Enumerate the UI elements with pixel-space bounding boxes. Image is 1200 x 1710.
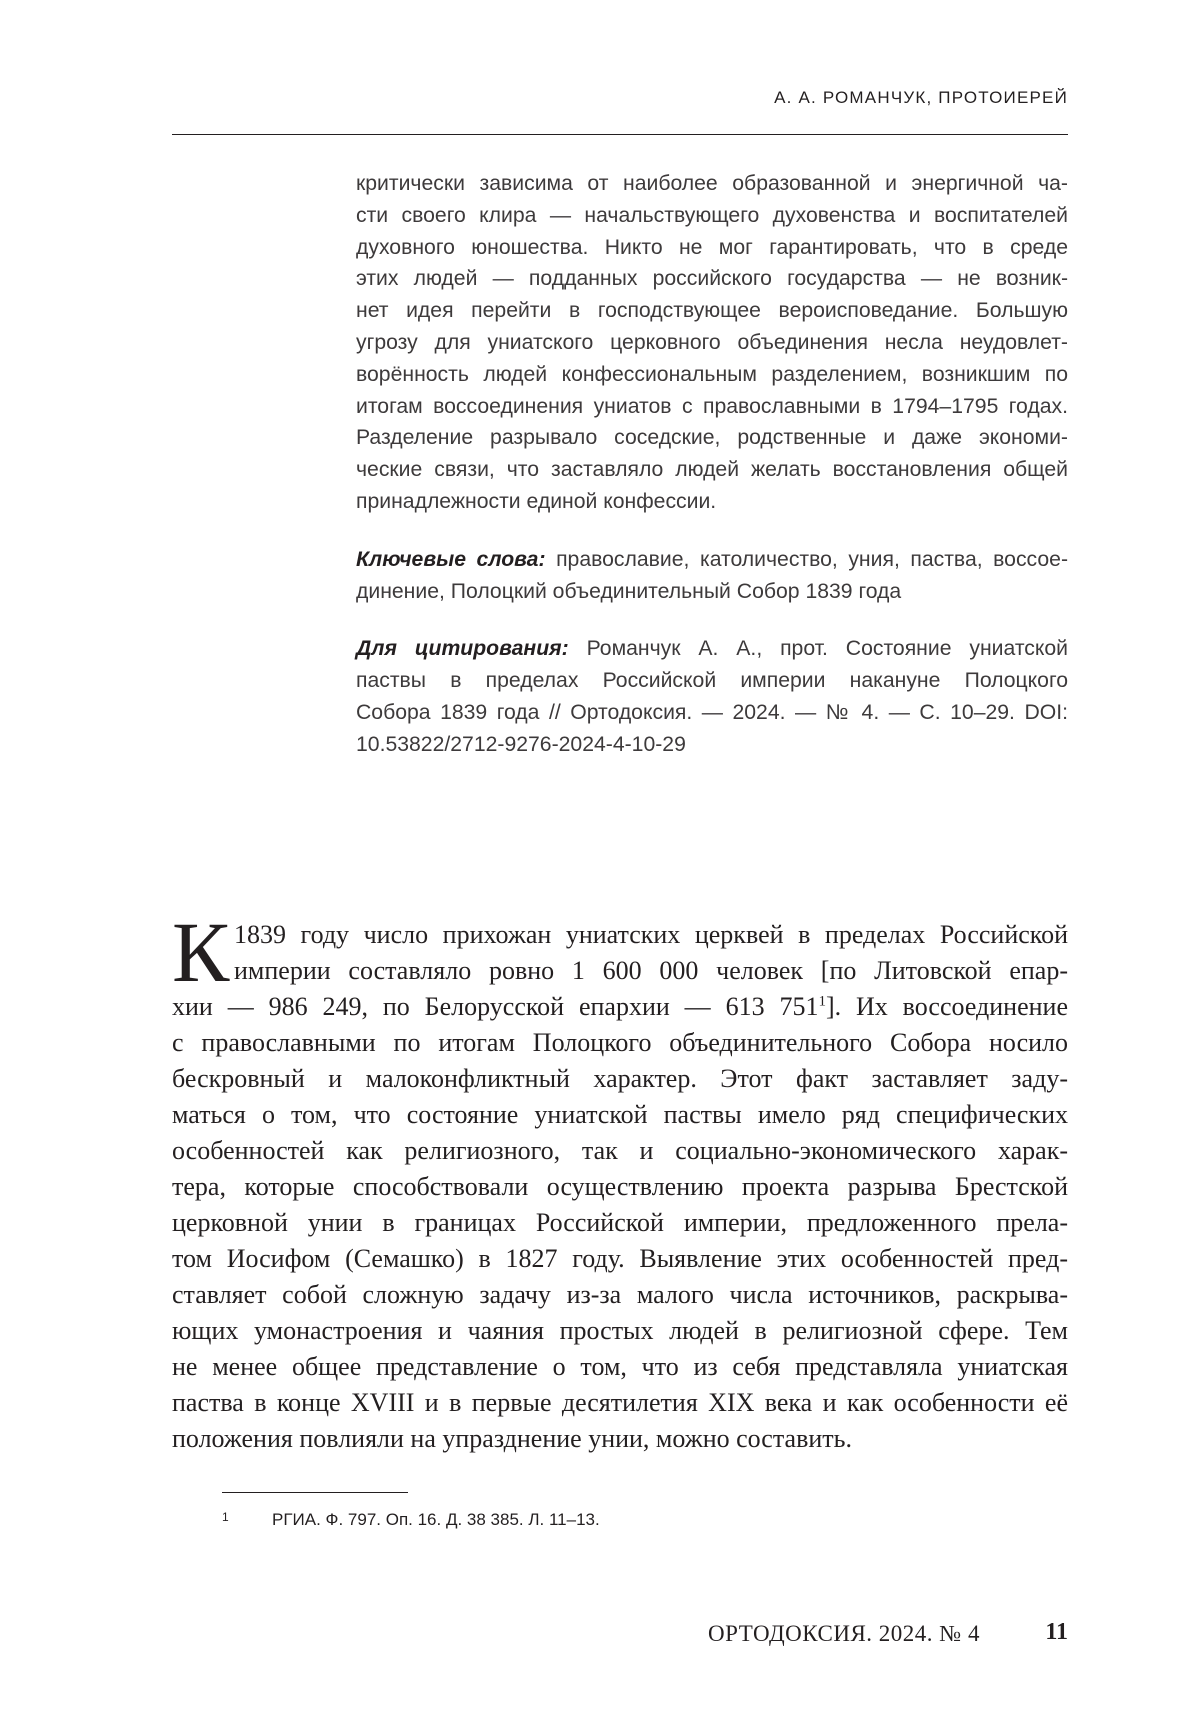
- abstract-line: этих людей — подданных российского государства — не возник-: [356, 267, 1068, 291]
- footnote-reference[interactable]: 1: [818, 993, 826, 1010]
- abstract-line: сти своего клира — начальствующего духовенства и воспитателей: [356, 203, 1068, 227]
- citation-line-1: [356, 633, 1068, 665]
- body-line: церковной унии в границах Российской империи, предложенного прела-: [172, 1208, 1068, 1237]
- body-line: ющих умонастроения и чаяния простых людей в религиозной сфере. Тем: [172, 1316, 1068, 1345]
- abstract-line: угрозу для униатского церковного объединения несла неудовлет-: [356, 330, 1068, 354]
- abstract-line: принадлежности единой конфессии.: [356, 489, 717, 513]
- body-line: империи составляло ровно 1 600 000 человек [по Литовской епар-: [234, 956, 1068, 985]
- header-rule: [172, 134, 1068, 135]
- body-line: тера, которые способствовали осуществлению проекта разрыва Брестской: [172, 1172, 1068, 1201]
- keywords-text-1: православие, католичество, уния, паства, воссое-: [556, 547, 1069, 571]
- footnote-rule: [222, 1492, 408, 1493]
- abstract-line: духовного юношества. Никто не мог гарантировать, что в среде: [356, 235, 1068, 259]
- body-line: паства в конце XVIII и в первые десятилетия XIX века и как особенности её: [172, 1388, 1068, 1417]
- abstract-line: нет идея перейти в господствующее вероисповедание. Большую: [356, 299, 1068, 323]
- abstract-line: критически зависима от наиболее образованной и энергичной ча-: [356, 172, 1068, 195]
- citation-line-3: Собора 1839 года // Ортодоксия. — 2024. — № 4. — С. 10–29. DOI:: [356, 700, 1068, 724]
- citation: [356, 633, 1068, 760]
- footer-journal-title: ОРТОДОКСИЯ. 2024. № 4: [708, 1621, 980, 1646]
- abstract-line: итогам воссоединения униатов с православными в 1794–1795 годах.: [356, 394, 1068, 418]
- citation-doi-link[interactable]: 10.53822/2712-9276-2024-4-10-29: [356, 732, 686, 756]
- body-line: с православными по итогам Полоцкого объединительного Собора носило: [172, 1028, 1068, 1057]
- citation-text-1: Романчук А. А., прот. Состояние униатской: [586, 637, 1068, 661]
- footnote-number: 1: [222, 1510, 229, 1524]
- body-line: положения повлияли на упразднение унии, можно составить.: [172, 1424, 852, 1453]
- footnote: [222, 1510, 600, 1530]
- body-line-text: хии — 986 249, по Белорусской епархии — 613 751: [172, 992, 819, 1021]
- body-line: бескровный и малоконфликтный характер. Этот факт заставляет заду-: [172, 1064, 1068, 1093]
- abstract-line: ворённость людей конфессиональным разделением, возникшим по: [356, 362, 1068, 386]
- body-line: [172, 989, 1068, 1025]
- abstract: [356, 168, 1068, 761]
- running-head: А. А. РОМАНЧУК, ПРОТОИЕРЕЙ: [774, 88, 1068, 107]
- drop-cap: К: [172, 904, 230, 1000]
- body-line: ставляет собой сложную задачу из-за малого числа источников, раскрыва-: [172, 1280, 1068, 1309]
- abstract-line: Разделение разрывало соседские, родственные и даже экономи-: [356, 426, 1068, 450]
- keywords: [356, 544, 1068, 608]
- keywords-line-2: динение, Полоцкий объединительный Собор 1839 года: [356, 579, 902, 603]
- body-line: не менее общее представление о том, что из себя представляла униатская: [172, 1352, 1068, 1381]
- body-line: 1839 году число прихожан униатских церквей в пределах Российской: [234, 920, 1068, 949]
- footnote-text: РГИА. Ф. 797. Оп. 16. Д. 38 385. Л. 11–13.: [272, 1510, 600, 1529]
- body-line: маться о том, что состояние униатской паствы имело ряд специфических: [172, 1100, 1068, 1129]
- body-line: особенностей как религиозного, так и социально-экономического харак-: [172, 1136, 1068, 1165]
- citation-line-2: паствы в пределах Российской империи накануне Полоцкого: [356, 669, 1068, 693]
- body-paragraph: [172, 917, 1068, 1457]
- keywords-label: Ключевые слова:: [356, 547, 546, 571]
- body-line: том Иосифом (Семашко) в 1827 году. Выявление этих особенностей пред-: [172, 1244, 1068, 1273]
- abstract-line: ческие связи, что заставляло людей желать восстановления общей: [356, 458, 1068, 482]
- body-line-text: ]. Их воссоединение: [825, 992, 1068, 1021]
- page-number: 11: [1045, 1619, 1068, 1645]
- citation-label: Для цитирования:: [356, 637, 569, 661]
- keywords-line-1: [356, 544, 1068, 576]
